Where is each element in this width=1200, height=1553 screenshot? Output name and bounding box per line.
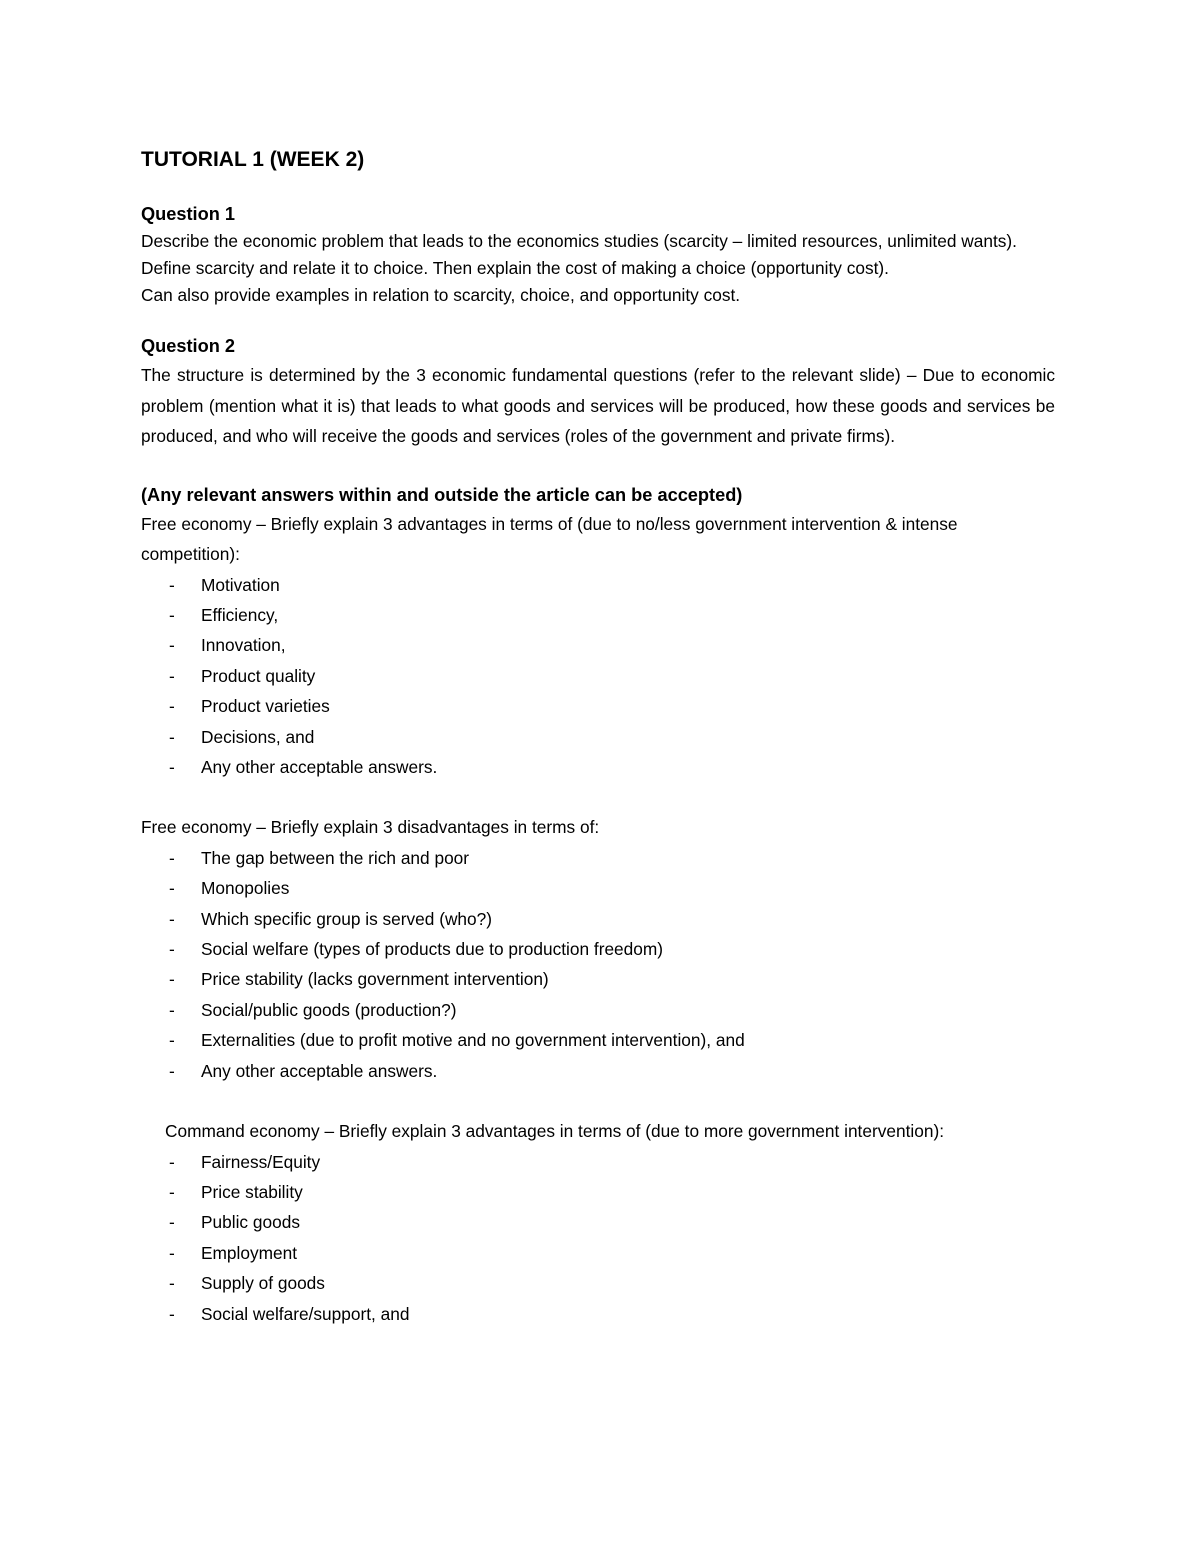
list-item: - Any other acceptable answers. xyxy=(169,1060,438,1081)
list-item: - Price stability (lacks government intervention) xyxy=(169,969,549,990)
list-item: - Efficiency, xyxy=(169,604,279,625)
question-1-paragraph-1: Describe the economic problem that leads to the economics studies (scarcity – limited resources, unlimited wants). xyxy=(141,231,1017,251)
question-1-heading: Question 1 xyxy=(141,204,235,224)
list-item: - Innovation, xyxy=(169,635,286,656)
question-1-section xyxy=(141,201,1055,309)
list-item: - Employment xyxy=(169,1242,298,1263)
list-item: - Product varieties xyxy=(169,696,330,717)
list-item: - Any other acceptable answers. xyxy=(169,756,438,777)
list-item: - Social welfare/support, and xyxy=(169,1303,410,1324)
list-item: - The gap between the rich and poor xyxy=(169,847,470,868)
command-economy-advantages-intro: Command economy – Briefly explain 3 advantages in terms of (due to more government intervention): xyxy=(165,1121,945,1142)
list-item: - Product quality xyxy=(169,665,316,686)
free-economy-disadvantages-intro: Free economy – Briefly explain 3 disadvantages in terms of: xyxy=(141,817,600,838)
list-item: - Monopolies xyxy=(169,878,290,899)
list-item: - Social/public goods (production?) xyxy=(169,999,457,1020)
free-economy-disadvantages-list xyxy=(141,843,1055,1086)
list-item: - Supply of goods xyxy=(169,1273,325,1294)
free-economy-advantages-list xyxy=(141,570,1055,783)
list-item: - Motivation xyxy=(169,574,280,595)
answers-note: (Any relevant answers within and outside the article can be accepted) xyxy=(141,484,743,505)
question-1-paragraph-3: Can also provide examples in relation to scarcity, choice, and opportunity cost. xyxy=(141,285,741,305)
document-content xyxy=(141,145,1055,1329)
page-title: TUTORIAL 1 (WEEK 2) xyxy=(141,148,365,171)
list-item: - Externalities (due to profit motive and no government intervention), and xyxy=(169,1030,745,1051)
list-item: - Public goods xyxy=(169,1212,300,1233)
list-item: - Social welfare (types of products due to production freedom) xyxy=(169,939,664,960)
question-1-paragraph-2: Define scarcity and relate it to choice. Then explain the cost of making a choice (opportunity cost). xyxy=(141,258,889,278)
question-2-heading: Question 2 xyxy=(141,336,235,356)
list-item: - Decisions, and xyxy=(169,726,315,747)
question-2-section xyxy=(141,333,1055,452)
list-item: - Price stability xyxy=(169,1182,303,1202)
question-3-section xyxy=(141,482,1055,1330)
command-economy-advantages-list xyxy=(141,1147,1055,1329)
question-2-paragraph-1: The structure is determined by the 3 economic fundamental questions (refer to the relevant slide) – Due to economic problem (mention what it is) that leads to what goods and services will be produced, how these goods and services be produced, and who will receive the goods and services (roles of the government and private firms). xyxy=(141,365,1055,446)
list-item: - Which specific group is served (who?) xyxy=(169,908,493,929)
free-economy-advantages-intro: Free economy – Briefly explain 3 advantages in terms of (due to no/less government intervention & intense competition): xyxy=(141,513,958,564)
list-item: - Fairness/Equity xyxy=(169,1151,321,1172)
